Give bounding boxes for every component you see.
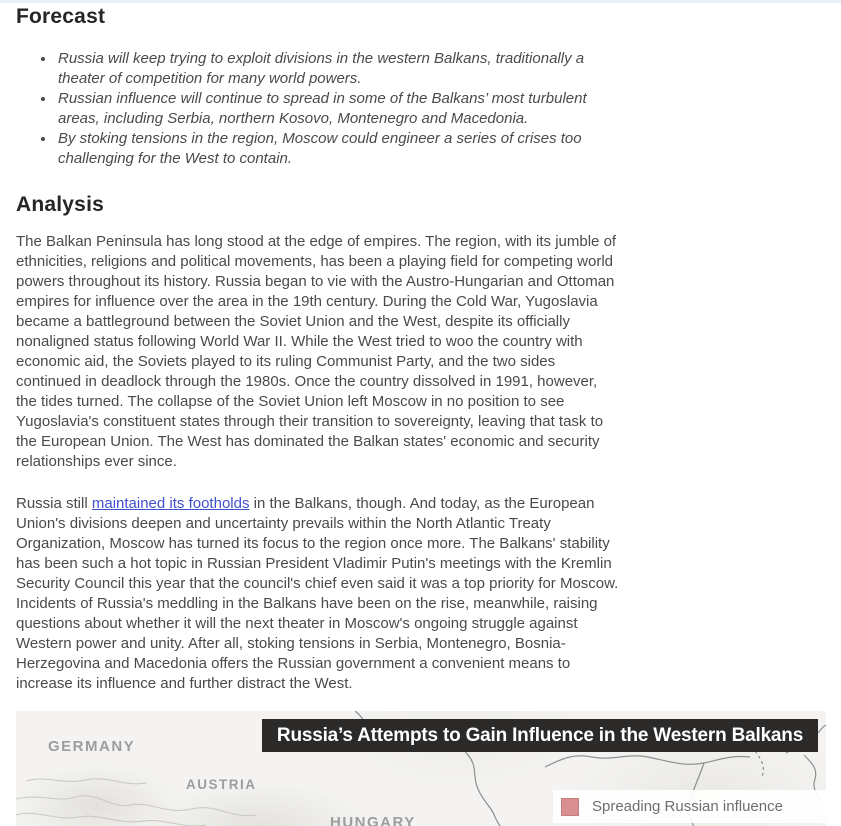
forecast-bullet-3: • By stoking tensions in the region, Moscow could engineer a series of crises too challenging for the West to contain. [56, 129, 620, 169]
map-legend [553, 790, 826, 823]
map-label-austria: AUSTRIA [186, 777, 257, 792]
analysis-paragraph-2 [16, 494, 620, 694]
analysis-paragraph-1: The Balkan Peninsula has long stood at the edge of empires. The region, with its jumble of ethnicities, religions and political movements, has been a playing field for competing world powers throughout its history. Russia began to vie with the Austro-Hungarian and Ottoman empires for influence over the area in the 19th century. During the Cold War, Yugoslavia became a battleground between the Soviet Union and the West, despite its officially nonaligned status following World War II. While the West tried to woo the country with economic aid, the Soviets played to its ruling Communist Party, and the two sides continued in deadlock through the 1980s. Once the country dissolved in 1991, however, the tides turned. The collapse of the Soviet Union left Moscow in no position to see Yugoslavia's constituent states through their transition to sovereignty, leaving that task to the European Union. The West has dominated the Balkan states' economic and security relationships ever since. [16, 233, 617, 470]
analysis-heading: Analysis [16, 193, 104, 216]
article-body [0, 5, 620, 694]
paragraph-2-pre-link-text: Russia still [16, 495, 92, 512]
forecast-bullet-1: • Russia will keep trying to exploit divisions in the western Balkans, traditionally a theater of competition for many world powers. [56, 49, 620, 89]
map-label-hungary: HUNGARY [330, 814, 416, 826]
forecast-bullet-2: • Russian influence will continue to spread in some of the Balkans’ most turbulent areas, including Serbia, northern Kosovo, Montenegro and Macedonia. [56, 89, 620, 129]
russian-influence-swatch-icon [561, 798, 579, 816]
forecast-bullet-list [56, 49, 620, 169]
maintained-footholds-link[interactable]: maintained its footholds [91, 495, 250, 512]
map-title-banner: Russia’s Attempts to Gain Influence in the Western Balkans [262, 719, 818, 752]
forecast-heading: Forecast [16, 5, 106, 28]
paragraph-2-post-link-text: in the Balkans, though. And today, as the European Union's divisions deepen and uncertainty prevails within the North Atlantic Treaty Organization, Moscow has turned its focus to the region once more. The Balkans' stability has been such a hot topic in Russian President Vladimir Putin's meetings with the Kremlin Security Council this year that the council's chief even said it was a top priority for Moscow. Incidents of Russia's meddling in the Balkans have been on the rise, meanwhile, raising questions about whether it will the next theater in Moscow's ongoing struggle against Western power and unity. After all, stoking tensions in Serbia, Montenegro, Bosnia-Herzegovina and Macedonia offers the Russian government a convenient means to increase its influence and further distract the West. [16, 495, 619, 692]
balkans-map-figure [16, 711, 826, 826]
map-label-germany: GERMANY [48, 738, 136, 755]
top-accent-strip [0, 0, 841, 3]
legend-label: Spreading Russian influence [592, 798, 783, 815]
